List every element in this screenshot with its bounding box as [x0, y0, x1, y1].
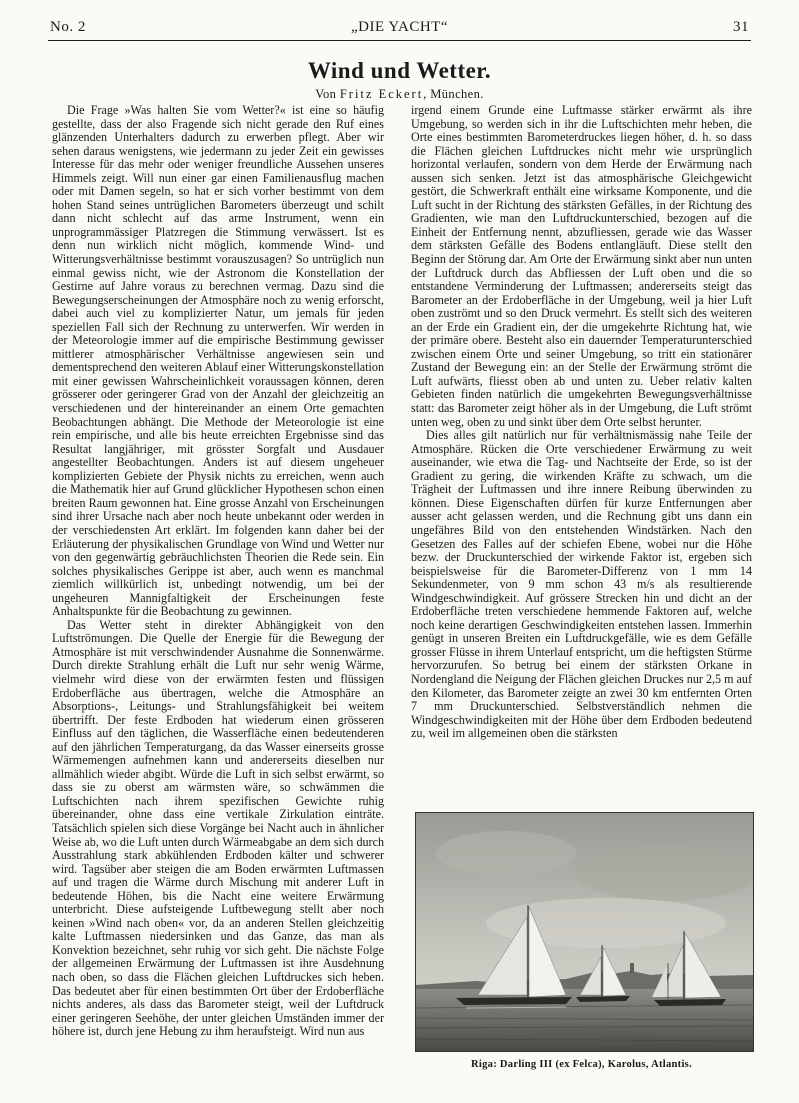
- author-name: Fritz Eckert: [339, 87, 424, 101]
- paragraph: Dies alles gilt natürlich nur für verhältnismässig nahe Teile der Atmosphäre. Rücken die Orte verschiedener Erwärmung zu weit auseinander, wie etwa die Tag- und Nachtseite der Erde, so ist der Gradient zu gering, die wirkenden Kräfte zu schwach, um die Trägheit der Luftmassen und ihre innere Reibung überwinden zu können. Diese Eigenschaften dürfen für kurze Entfernungen aber ausser acht gelassen werden, und die Rechnung gibt uns dann ein ungefähres Bild von den entstehenden Windstärken. Nach den Gesetzen des Falles auf der schiefen Ebene, wobei nur die Höhe bezw. der Druckunterschied der wirkende Faktor ist, ergeben sich beispielsweise für die Barometer-Differenz von 1 mm 14 Sekundenmeter, von 9 mm schon 43 m/s als resultierende Windgeschwindigkeit. Auf grössere Strecken hin und dicht an der Erdoberfläche treten verschiedene hemmende Faktoren auf, welche noch keine derartigen Geschwindigkeiten entstehen lassen. Immerhin genügt in unseren Breiten ein Luftdruckgefälle, wie es dem Gefälle grosser Flüsse in ihrem Unterlauf entspricht, um die heftigsten Stürme hervorzurufen. So betrug bei einem der stärksten Orkane in Nordengland die Neigung der Flächen gleichen Druckes nur 2,5 m auf den Kilometer, das Barometer zeigte an zwei 30 km entfernten Orten 7 mm Druckunterschied. Selbstverständlich nehmen die Windgeschwindigkeiten mit der Höhe über dem Erdboden bedeutend zu, weil im allgemeinen oben die stärksten: [411, 428, 752, 741]
- paragraph: Das Wetter steht in direkter Abhängigkeit von den Luftströmungen. Die Quelle der Energie für die Bewegung der Atmosphäre ist mit verschwindender Ausnahme die Sonnenwärme. Durch direkte Strahlung erhält die Luft nur sehr wenig Wärme, vielmehr wird diese von der erwärmten festen und flüssigen Erdoberfläche aus übertragen, welche die Atmosphäre an Absorptions-, Leitungs- und Strahlungsfähigkeit bei weitem übertrifft. Der feste Erdboden hat wiederum einen grösseren Einfluss auf den täglichen, die Wasserfläche einen bedeutenderen auf den jährlichen Temperaturgang, da das Wasser einerseits grosse Wärmemengen aufnehmen kann und andererseits dieselben nur allmählich wieder abgibt. Würde die Luft in sich selbst erwärmt, so dass sie zu oberst am wärmsten wäre, so schwämmen die Luftschichten nach ihrem spezifischen Gewichte ruhig übereinander, ohne dass eine vertikale Zirkulation einträte. Tatsächlich spielen sich diese Vorgänge bei Nacht auch in ähnlicher Weise ab, wo die Luft unten durch Wärmeabgabe an dem sich durch Ausstrahlung stark abkühlenden Erdboden kälter und schwerer wird. Tagsüber aber steigen die am Boden erwärmten Luftmassen auf und tragen die Wärme durch Mischung mit anderer Luft in bedeutende Höhen, bis die Nacht eine weitere Erwärmung unterbricht. Diese aufsteigende Luftbewegung stellt aber noch keinen »Wind nach oben« vor, da an anderen Stellen gleichzeitig kalte Luftmassen niedersinken und das Ganze, das man als Konvektion bezeichnet, sehr ruhig vor sich geht. Die nächste Folge der allgemeinen Erwärmung der Luftmassen ist ihre Ausdehnung nach oben, so dass die Flächen gleichen Luftdruckes sich heben. Das bedeutet aber für einen bestimmten Ort über der Erdoberfläche nichts anderes, als dass das Barometer steigt, weil der Luftdruck einer geringeren Seehöhe, der unter gleichen Umständen immer der höhere ist, durch jene Hebung zu ihm heraufsteigt. Wird nun aus: [52, 617, 384, 1039]
- article-byline: [0, 87, 799, 102]
- byline-prefix: Von: [315, 87, 337, 101]
- paragraph: Die Frage »Was halten Sie vom Wetter?« ist eine so häufig gestellte, dass der also Fragende sich nicht gerade den Ruf eines glänzenden Unterhalters dadurch zu erwerben pflegt. Aber wir sehen daraus wenigstens, wie jedermann zu jeder Zeit ein gewisses Interesse für das mehr oder weniger freundliche Aussehen unseres Himmels zeigt. Will nun einer gar einen Familienausflug machen oder mit Damen segeln, so hat er sich vorher bestimmt von dem hohen Stand seines untrüglichen Barometers überzeugt und schilt dann nicht schlecht auf das arme Instrument, wenn ein unprogrammässiger Platzregen die Stimmung verwässert. Ist es denn nun wirklich nicht möglich, kommende Wind- und Witterungsverhältnisse bestimmt vorauszusagen? So untrüglich nun einmal gewiss nicht, wie der Astronom die Konstellation der Gestirne auf Jahre voraus zu berechnen vermag. Dazu sind die Bewegungserscheinungen der Atmosphäre noch zu wenig erforscht, dabei auch viel zu komplizierter Natur, um jemals für jeden speziellen Fall sich der Rechnung zu unterwerfen. Wir werden in der Meteorologie immer auf die empirische Bestimmung gewisser mittlerer atmosphärischer Verhältnisse angewiesen sein und dementsprechend den weiteren Ablauf einer Witterungskonstellation mit einer gewissen Wahrscheinlichkeit voraussagen können, deren grösserer oder geringerer Grad von der Anzahl der gleichzeitig an verschiedenen und der hintereinander an einem Orte gemachten Beobachtungen abhängt. Die Methode der Meteorologie ist eine rein empirische, und alle bis heute erreichten Ergebnisse sind das Resultat langjähriger, mit grösster Sorgfalt und Ausdauer angestellter Beobachtungen. Anders ist auf diesem ungeheuer komplizierten Gebiete der Physik nichts zu erreichen, wenn auch die Mathematik hier auf Grund glücklicher Hypothesen schon einen breiten Raum gewonnen hat. Eine grosse Anzahl von Erscheinungen sind ihrer Ursache nach aber noch heute unbekannt oder werden in der verschiedensten Art erklärt. Im folgenden kann daher bei der Erläuterung der physikalischen Grundlage von Wind und Wetter nur von den gegenwärtig gebräuchlichsten Theorien die Rede sein. Ein solches physikalisches Gerippe ist aber, auch wenn es manchmal ziemlich willkürlich ist, unbedingt notwendig, um bei der ungeheuren Mannigfaltigkeit der Erscheinungen feste Anhaltspunkte für die Beobachtung zu gewinnen.: [52, 104, 384, 619]
- sailing-photo: [415, 812, 754, 1052]
- issue-number: No. 2: [50, 19, 86, 35]
- page-number: 31: [733, 19, 749, 35]
- sailboats-image: [416, 813, 753, 1051]
- author-location: , München.: [423, 87, 484, 101]
- right-column: [411, 104, 752, 799]
- left-column: [52, 104, 384, 1079]
- magazine-title: „DIE YACHT“: [350, 19, 448, 35]
- photo-caption: Riga: Darling III (ex Felca), Karolus, Atlantis.: [471, 1059, 692, 1070]
- article-title: Wind und Wetter.: [307, 58, 492, 83]
- paragraph: irgend einem Grunde eine Luftmasse stärker erwärmt als ihre Umgebung, so werden sich in ihr die Luftschichten mehr heben, die Orte eines bestimmten Barometerdruckes liegen höher, d. h. so dass die Flächen gleichen Luftdruckes nicht mehr wie ursprünglich horizontal verlaufen, sondern von dem Herde der Erwärmung nach aussen sich senken. Jetzt ist das atmosphärische Gleichgewicht gestört, die Schwerkraft enthält eine wirksame Komponente, und die Luft sucht in der Richtung des stärksten Gefälles, in der Richtung des Gradienten, wie man den Luftdruckunterschied, bezogen auf die Einheit der Entfernung nennt, abzufliessen, gerade wie das Wasser dem stärksten Gefälle des Bodens entlangläuft. Diese stellt den Beginn der Störung dar. Am Orte der Erwärmung sinkt aber nun unten der Luftdruck durch das Abfliessen der Luft oben und die so entstandene Verminderung der Luftmassen; andererseits steigt das Barometer an der Erdoberfläche in der Umgebung, weil ja hier Luft oben zuströmt und so den Druck vermehrt. Es stellt sich des weiteren an der Erde ein Gradient ein, der die umgekehrte Richtung hat, wie der primäre obere. Besteht also ein dauernder Temperaturunterschied zwischen einem Orte und seiner Umgebung, so tritt ein stationärer Zustand der Bewegung ein: an der Stelle der Erwärmung strömt die Luft aufwärts, fliesst oben ab und unten zu. Ueber relativ kalten Gebieten finden natürlich die umgekehrten Bewegungsverhältnisse statt: das Barometer zeigt höher als in der Umgebung, die Luft strömt unten weg, oben zu und sinkt über dem Orte selbst herunter.: [411, 104, 752, 429]
- page-header: [48, 16, 751, 41]
